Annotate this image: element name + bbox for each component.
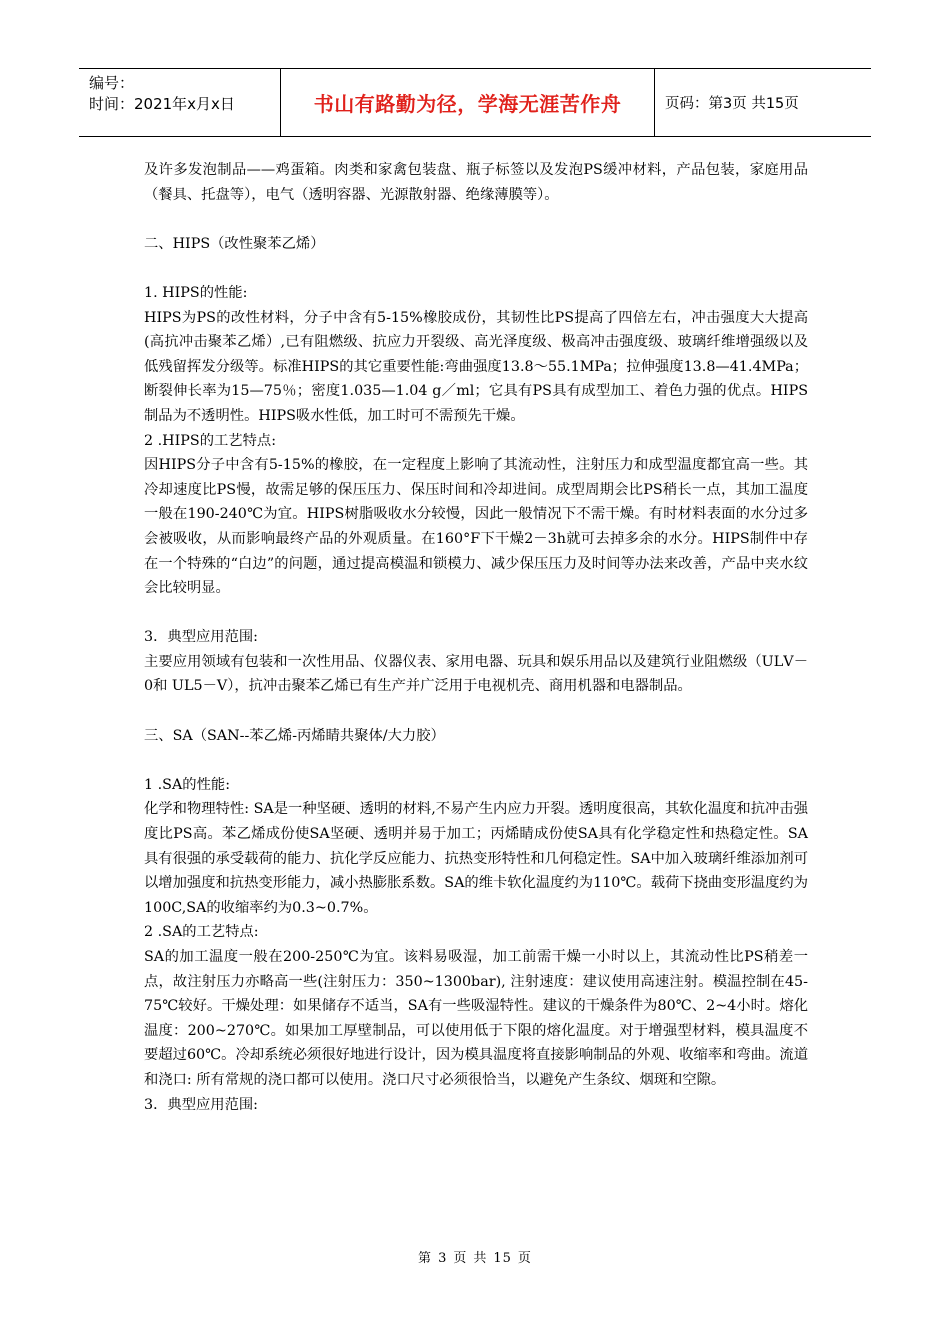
number-label: 编号： [89, 74, 135, 92]
blank-line [144, 601, 808, 626]
footer-total-pages: 15 [493, 1251, 512, 1266]
page-footer [0, 1247, 950, 1266]
paragraph: HIPS为PS的改性材料，分子中含有5-15%橡胶成份，其韧性比PS提高了四倍左右，冲击强度大大提高(高抗冲击聚苯乙烯）,已有阻燃级、抗应力开裂级、高光泽度级、极高冲击强度级、玻璃纤维增强级以及低残留挥发分级等。标准HIPS的其它重要性能:弯曲强度13.8～55.1MPa；拉伸强度13.8—41.4MPa；断裂伸长率为15—75％；密度1.035—1.04 g／ml；它具有PS具有成型加工、着色力强的优点。HIPS制品为不透明性。HIPS吸水性低，加工时可不需预先干燥。 [144, 309, 808, 424]
subheading: 3．典型应用范围: [144, 1096, 258, 1113]
paragraph: 及许多发泡制品——鸡蛋箱。肉类和家禽包装盘、瓶子标签以及发泡PS缓冲材料，产品包装，家庭用品（餐具、托盘等），电气（透明容器、光源散射器、绝缘薄膜等）。 [144, 162, 808, 203]
paragraph: 化学和物理特性: SA是一种坚硬、透明的材料,不易产生内应力开裂。透明度很高，其软化温度和抗冲击强度比PS高。苯乙烯成份使SA坚硬、透明并易于加工；丙烯睛成份使SA具有化学稳定性和热稳定性。SA具有很强的承受载荷的能力、抗化学反应能力、抗热变形特性和几何稳定性。SA中加入玻璃纤维添加剂可以增加强度和抗热变形能力，减小热膨胀系数。SA的维卡软化温度约为110℃。载荷下挠曲变形温度约为100C,SA的收缩率约为0.3~0.7%。 [144, 801, 808, 916]
header-page-info: 页码：第3页 共15页 [665, 96, 799, 112]
blank-line [144, 256, 808, 281]
footer-ye: 页 [453, 1251, 468, 1266]
subheading: 2 .HIPS的工艺特点: [144, 432, 277, 449]
time-label: 时间：2021年x月x日 [89, 95, 235, 113]
section-heading: 二、HIPS（改性聚苯乙烯） [144, 235, 325, 252]
footer-page-number: 3 [438, 1251, 448, 1266]
footer-ye: 页 [517, 1251, 532, 1266]
footer-gong: 共 [473, 1251, 488, 1266]
header-meta-cell [79, 69, 281, 136]
paragraph: 因HIPS分子中含有5-15%的橡胶，在一定程度上影响了其流动性，注射压力和成型温度都宜高一些。其冷却速度比PS慢，故需足够的保压压力、保压时间和冷却进间。成型周期会比PS稍长一点，其加工温度一般在190-240℃为宜。HIPS树脂吸收水分较慢，因此一般情况下不需干燥。有时材料表面的水分过多会被吸收，从而影响最终产品的外观质量。在160°F下干燥2－3h就可去掉多余的水分。HIPS制件中存在一个特殊的“白边”的问题，通过提高模温和锁模力、减少保压压力及时间等办法来改善，产品中夹水纹会比较明显。 [144, 457, 808, 597]
page-header [79, 68, 871, 137]
paragraph: 主要应用领域有包装和一次性用品、仪器仪表、家用电器、玩具和娱乐用品以及建筑行业阻燃级（ULⅤ－0和 UL5－Ⅴ），抗冲击聚苯乙烯已有生产并广泛用于电视机壳、商用机器和电器制品。 [144, 653, 808, 695]
subheading: 2 .SA的工艺特点: [144, 924, 259, 941]
section-heading: 三、SA（SAN--苯乙烯-丙烯睛共聚体/大力胶） [144, 727, 445, 744]
header-motto: 书山有路勤为径，学海无涯苦作舟 [281, 69, 655, 136]
footer-di: 第 [418, 1251, 433, 1266]
document-body [144, 158, 808, 1117]
subheading: 1 .SA的性能: [144, 776, 231, 793]
subheading: 3．典型应用范围: [144, 629, 258, 646]
subheading: 1. HIPS的性能: [144, 284, 248, 301]
paragraph: SA的加工温度一般在200-250℃为宜。该料易吸湿，加工前需干燥一小时以上，其流动性比PS稍差一点，故注射压力亦略高一些(注射压力：350~1300bar), 注射速度：建议使用高速注射。模温控制在45-75℃较好。干燥处理：如果储存不适当，SA有一些吸湿特性。建议的干燥条件为80℃、2~4小时。熔化温度：200~270℃。如果加工厚壁制品，可以使用低于下限的熔化温度。对于增强型材料，模具温度不要超过60℃。冷却系统必须很好地进行设计，因为模具温度将直接影响制品的外观、收缩率和弯曲。流道和浇口: 所有常规的浇口都可以使用。浇口尺寸必须很恰当，以避免产生条纹、烟斑和空隙。 [144, 949, 808, 1088]
blank-line [144, 699, 808, 724]
blank-line [144, 207, 808, 232]
blank-line [144, 748, 808, 773]
